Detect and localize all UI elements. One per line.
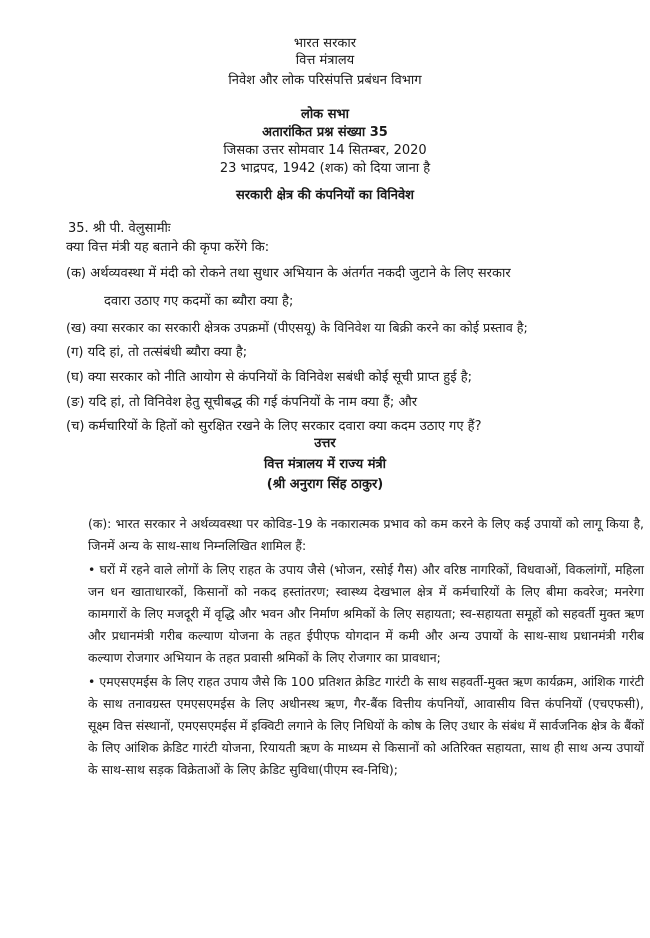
- answer-date-line-1: जिसका उत्तर सोमवार 14 सितम्बर, 2020: [223, 143, 427, 158]
- question-part-ka-cont: दवारा उठाए गए कदमों का ब्यौरा क्या है;: [104, 294, 294, 309]
- minister-title: वित्त मंत्रालय में राज्य मंत्री: [263, 457, 387, 472]
- subject-title: सरकारी क्षेत्र की कंपनियों का विनिवेश: [235, 188, 415, 203]
- house-name: लोक सभा: [301, 107, 349, 122]
- question-intro: क्या वित्त मंत्री यह बताने की कृपा करेंगे कि:: [66, 240, 270, 255]
- answer-bullet-1: • घरों में रहने वाले लोगों के लिए राहत के उपाय जैसे (भोजन, रसोई गैस) और वरिष्ठ नागरिकों, विधवाओं, विकलांगों, महिला जन धन खाताधारकों, किसानों को नकद हस्तांतरण; स्वास्थ्य देखभाल क्षेत्र में कर्मचारियों के लिए बीमा कवरेज; मनरेगा कामगारों के लिए मजदूरी में वृद्धि और भवन और निर्माण श्रमिकों के लिए सहायता; स्व-सहायता समूहों को सहवर्ती मुक्त ऋण और प्रधानमंत्री गरीब कल्याण योजना के तहत ईपीएफ योगदान में कमी और अन्य उपायों के साथ-साथ प्रधानमंत्री गरीब कल्याण रोजगार अभियान के तहत प्रवासी श्रमिकों के लिए रोजगार का प्रावधान;: [88, 562, 644, 665]
- answer-bullet-2: • एमएसएमईस के लिए राहत उपाय जैसे कि 100 प्रतिशत क्रेडिट गारंटी के साथ सहवर्ती-मुक्त ऋण कार्यक्रम, आंशिक गारंटी के साथ तनावग्रस्त एमएसएमईस के लिए अधीनस्थ ऋण, गैर-बैंक वित्तीय कंपनियों, आवासीय वित्त कंपनियों (एचएफसी), सूक्ष्म वित्त संस्थानों, एमएसएमईस में इक्विटी लगाने के लिए निधियों के कोष के लिए उधार के संबंध में सार्वजनिक क्षेत्र के बैंकों के लिए आंशिक क्रेडिट गारंटी योजना, रियायती ऋण के माध्यम से किसानों को अतिरिक्त सहायता, साथ ही साथ अन्य उपायों के साथ-साथ सड़क विक्रेताओं के लिए क्रेडिट सुविधा(पीएम स्व-निधि);: [88, 674, 644, 777]
- question-part-ka: (क) अर्थव्यवस्था में मंदी को रोकने तथा सुधार अभियान के अंतर्गत नकदी जुटाने के लिए सरकार: [66, 266, 511, 281]
- minister-name: (श्री अनुराग सिंह ठाकुर): [266, 477, 384, 492]
- question-number: अतारांकित प्रश्न संख्या 35: [262, 125, 388, 140]
- answer-date-line-2: 23 भाद्रपद, 1942 (शक) को दिया जाना है: [219, 161, 431, 176]
- question-part-ga: (ग) यदि हां, तो तत्संबंधी ब्यौरा क्या है;: [66, 345, 248, 360]
- question-part-gha: (घ) क्या सरकार को नीति आयोग से कंपनियों के विनिवेश सबंधी कोई सूची प्राप्त हुई है;: [66, 370, 473, 385]
- answer-body: [88, 513, 644, 781]
- govt-title: भारत सरकार: [293, 36, 357, 51]
- question-part-nga: (ङ) यदि हां, तो विनिवेश हेतु सूचीबद्ध की गई कंपनियों के नाम क्या हैं; और: [66, 395, 418, 410]
- ministry-title: वित्त मंत्रालय: [295, 53, 355, 68]
- question-part-cha: (च) कर्मचारियों के हितों को सुरक्षित रखने के लिए सरकार दवारा क्या कदम उठाए गए हैं?: [66, 419, 482, 434]
- answer-heading: उत्तर: [314, 436, 336, 451]
- answer-para-ka: (क): भारत सरकार ने अर्थव्यवस्था पर कोविड-19 के नकारात्मक प्रभाव को कम करने के लिए कई उपायों को लागू किया है, जिनमें अन्य के साथ-साथ निम्नलिखित शामिल हैं:: [88, 516, 644, 553]
- question-part-kha: (ख) क्या सरकार का सरकारी क्षेत्रक उपक्रमों (पीएसयू) के विनिवेश या बिक्री करने का कोई प्रस्ताव है;: [66, 320, 528, 335]
- department-title: निवेश और लोक परिसंपत्ति प्रबंधन विभाग: [228, 73, 422, 88]
- member-name: 35. श्री पी. वेलुसामीः: [68, 221, 171, 236]
